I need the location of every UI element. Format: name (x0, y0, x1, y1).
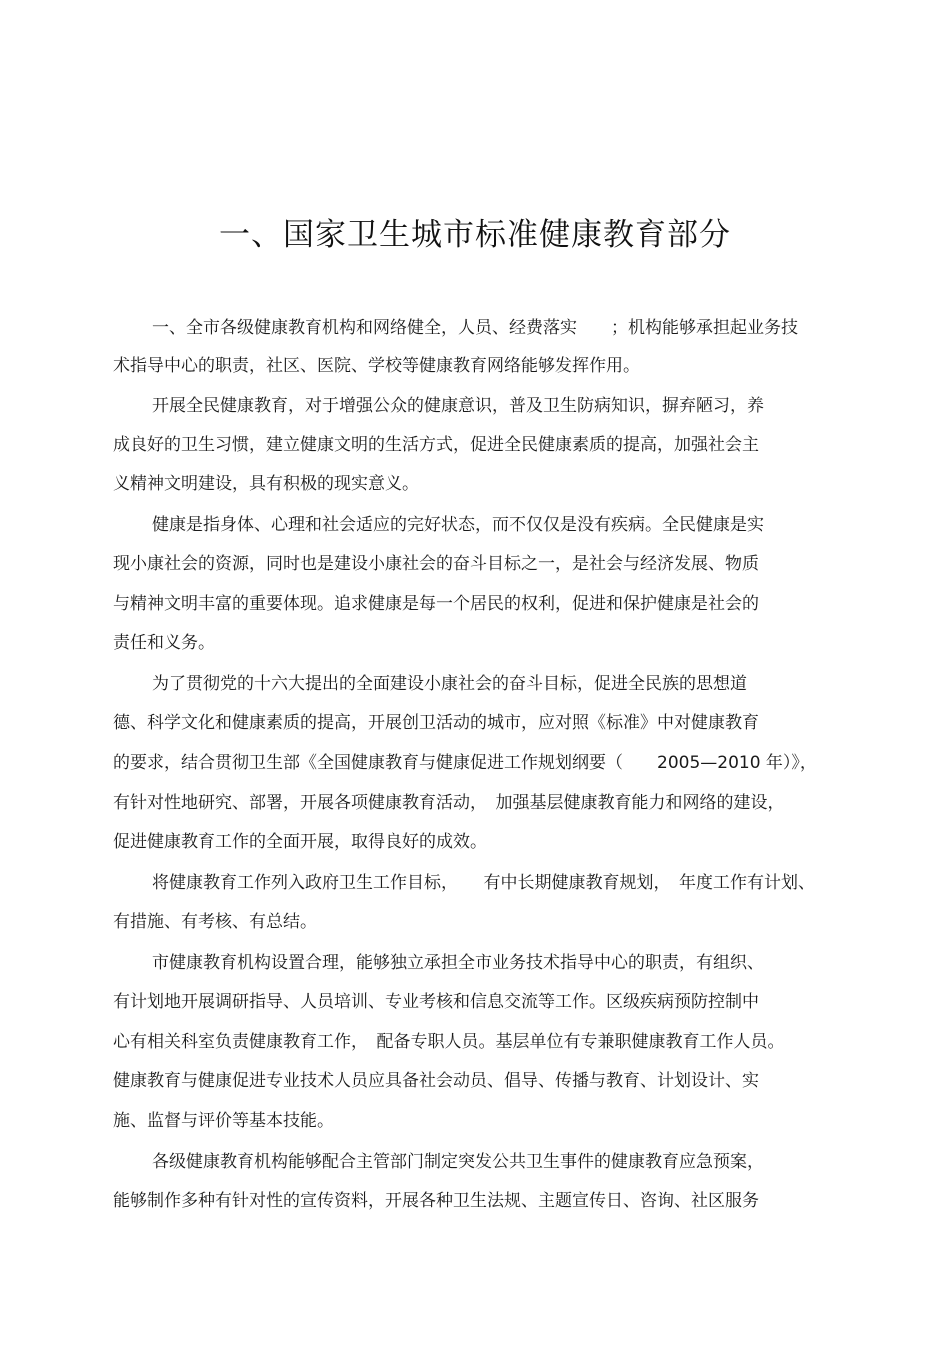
text-line-20: 健康教育与健康促进专业技术人员应具备社会动员、倡导、传播与教育、计划设计、实 (113, 1071, 759, 1091)
text-line-5: 义精神文明建设，具有积极的现实意义。 (113, 474, 419, 494)
text-line-13: 有针对性地研究、部署，开展各项健康教育活动， 加强基层健康教育能力和网络的建设， (113, 793, 785, 813)
text-line-17: 市健康教育机构设置合理，能够独立承担全市业务技术指导中心的职责，有组织、 (152, 953, 764, 973)
text-line-18: 有计划地开展调研指导、人员培训、专业考核和信息交流等工作。区级疾病预防控制中 (113, 992, 759, 1012)
text-line-19: 心有相关科室负责健康教育工作， 配备专职人员。基层单位有专兼职健康教育工作人员。 (113, 1032, 785, 1052)
text-line-14: 促进健康教育工作的全面开展，取得良好的成效。 (113, 832, 487, 852)
text-line-10: 为了贯彻党的十六大提出的全面建设小康社会的奋斗目标，促进全民族的思想道 (152, 674, 747, 694)
text-line-11: 德、科学文化和健康素质的提高，开展创卫活动的城市，应对照《标准》中对健康教育 (113, 713, 759, 733)
text-line-2: 术指导中心的职责，社区、医院、学校等健康教育网络能够发挥作用。 (113, 356, 640, 376)
text-line-7: 现小康社会的资源，同时也是建设小康社会的奋斗目标之一，是社会与经济发展、物质 (113, 554, 759, 574)
text-line-21: 施、监督与评价等基本技能。 (113, 1111, 334, 1131)
text-line-22: 各级健康教育机构能够配合主管部门制定突发公共卫生事件的健康教育应急预案， (152, 1152, 764, 1172)
text-line-6: 健康是指身体、心理和社会适应的完好状态，而不仅仅是没有疾病。全民健康是实 (152, 515, 764, 535)
text-line-12: 的要求，结合贯彻卫生部《全国健康教育与健康促进工作规划纲要（ 2005—2010 年）》， (113, 753, 817, 773)
text-line-3: 开展全民健康教育，对于增强公众的健康意识，普及卫生防病知识，摒弃陋习，养 (152, 396, 764, 416)
text-line-16: 有措施、有考核、有总结。 (113, 912, 317, 932)
text-line-15: 将健康教育工作列入政府卫生工作目标， 有中长期健康教育规划， 年度工作有计划、 (152, 873, 815, 893)
text-line-4: 成良好的卫生习惯，建立健康文明的生活方式，促进全民健康素质的提高，加强社会主 (113, 435, 759, 455)
page-title: 一、国家卫生城市标准健康教育部分 (219, 217, 731, 253)
text-line-1: 一、全市各级健康教育机构和网络健全，人员、经费落实 ；机构能够承担起业务技 (152, 318, 798, 338)
text-line-8: 与精神文明丰富的重要体现。追求健康是每一个居民的权利，促进和保护健康是社会的 (113, 594, 759, 614)
text-line-9: 责任和义务。 (113, 633, 215, 653)
text-line-23: 能够制作多种有针对性的宣传资料，开展各种卫生法规、主题宣传日、咨询、社区服务 (113, 1191, 759, 1211)
